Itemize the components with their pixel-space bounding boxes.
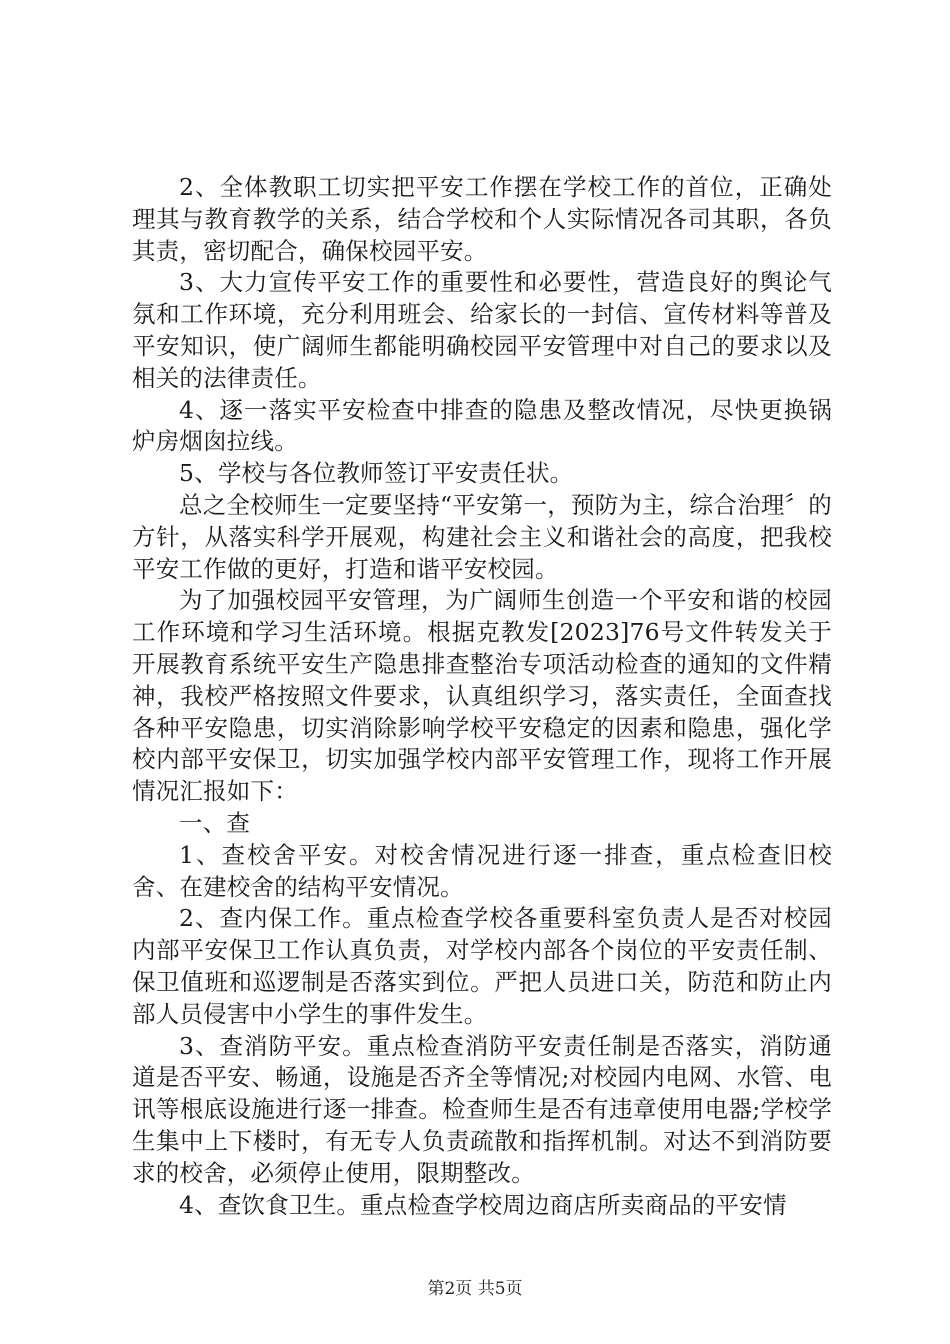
paragraph-item-5: 5、学校与各位教师签订平安责任状。 <box>179 459 574 488</box>
page-footer: 第2页 共5页 <box>427 1279 523 1299</box>
paragraph-check-4: 4、查饮食卫生。重点检查学校周边商店所卖商品的平安情 <box>179 1190 787 1219</box>
section-heading-check: 一、查 <box>179 808 251 837</box>
paragraph-check-2: 2、查内保工作。重点检查学校各重要科室负责人是否对校园内部平安保卫工作认真负责，对学校内部各个岗位的平安责任制、保卫值班和巡逻制是否落实到位。严把人员进口关，防范和防止内部人员侵害中小学生的事件发生。 <box>132 904 832 1028</box>
paragraph-check-3: 3、查消防平安。重点检查消防平安责任制是否落实，消防通道是否平安、畅通，设施是否齐全等情况;对校园内电网、水管、电讯等根底设施进行逐一排查。检查师生是否有违章使用电器;学校学生集中上下楼时，有无专人负责疏散和指挥机制。对达不到消防要求的校舍，必须停止使用，限期整改。 <box>132 1031 832 1187</box>
document-body <box>132 172 832 1221</box>
paragraph-check-1: 1、查校舍平安。对校舍情况进行逐一排查，重点检查旧校舍、在建校舍的结构平安情况。 <box>132 840 832 901</box>
paragraph-report-intro: 为了加强校园平安管理，为广阔师生创造一个平安和谐的校园工作环境和学习生活环境。根据克教发[2023]76号文件转发关于开展教育系统平安生产隐患排查整治专项活动检查的通知的文件精神，我校严格按照文件要求，认真组织学习，落实责任，全面查找各种平安隐患，切实消除影响学校平安稳定的因素和隐患，强化学校内部平安保卫，切实加强学校内部平安管理工作，现将工作开展情况汇报如下： <box>132 586 832 806</box>
paragraph-summary: 总之全校师生一定要坚持“平安第一，预防为主，综合治理〞的方针，从落实科学开展观，构建社会主义和谐社会的高度，把我校平安工作做的更好，打造和谐平安校园。 <box>132 490 832 583</box>
paragraph-item-4: 4、逐一落实平安检查中排查的隐患及整改情况，尽快更换锅炉房烟囱拉线。 <box>132 395 832 456</box>
paragraph-item-3: 3、大力宣传平安工作的重要性和必要性，营造良好的舆论气氛和工作环境，充分利用班会、给家长的一封信、宣传材料等普及平安知识，使广阔师生都能明确校园平安管理中对自己的要求以及相关的法律责任。 <box>132 268 832 392</box>
paragraph-item-2: 2、全体教职工切实把平安工作摆在学校工作的首位，正确处理其与教育教学的关系，结合学校和个人实际情况各司其职，各负其责，密切配合，确保校园平安。 <box>132 173 832 265</box>
